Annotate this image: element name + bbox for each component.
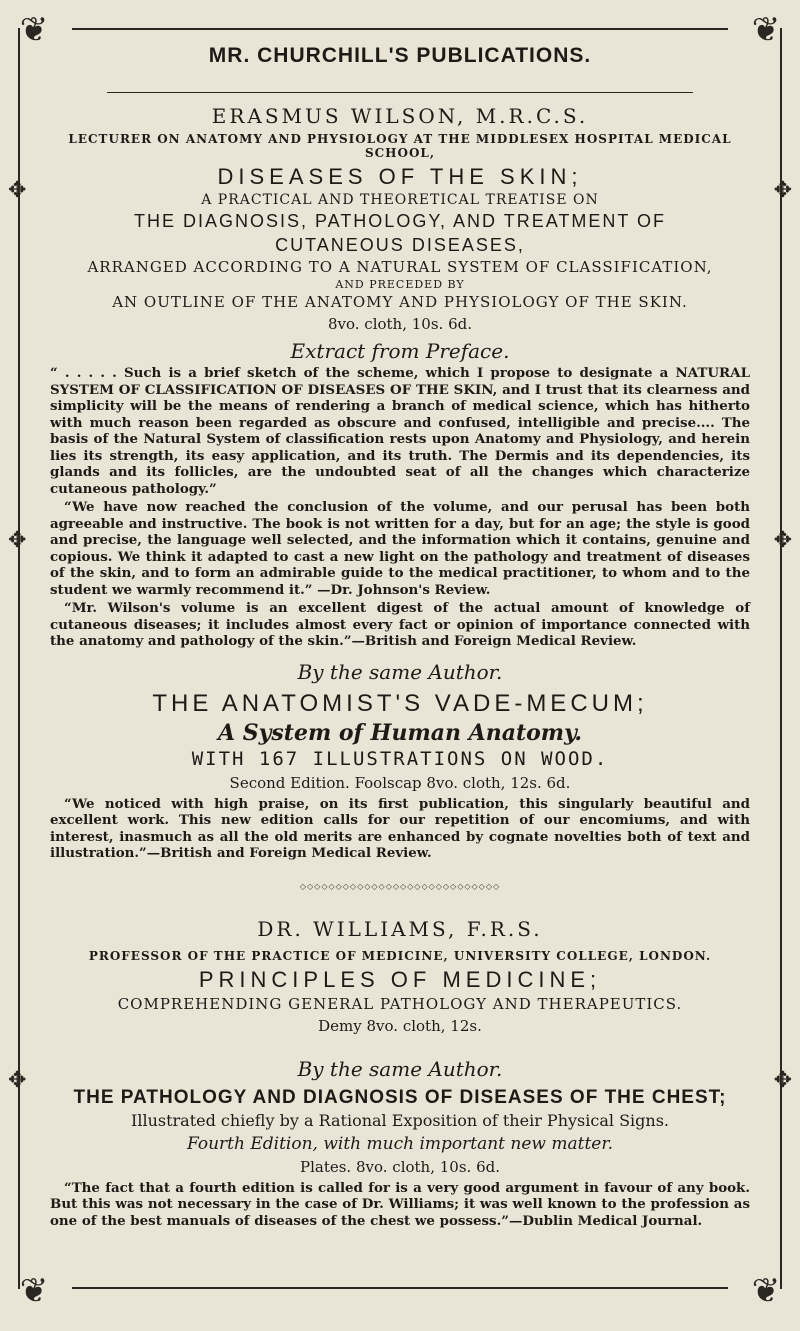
author-affiliation: PROFESSOR OF THE PRACTICE OF MEDICINE, UNIVERSITY COLLEGE, LONDON. xyxy=(88,948,712,963)
corner-ornament-icon: ❦ xyxy=(19,10,49,50)
border-right-rule xyxy=(780,28,782,1289)
book-subtitle: AN OUTLINE OF THE ANATOMY AND PHYSIOLOGY OF THE SKIN. xyxy=(112,293,688,311)
book-subtitle: ARRANGED ACCORDING TO A NATURAL SYSTEM OF CLASSIFICATION, xyxy=(87,258,713,276)
page-content xyxy=(50,30,750,1231)
book-subtitle: Illustrated chiefly by a Rational Exposition of their Physical Signs. xyxy=(131,1110,669,1130)
review-quote: “We noticed with high praise, on its first publication, this singularly beautiful and excellent work. This new edition calls for our repetition of our encomiums, and with interest, inasmuch as all the old merits are enhanced by cognate novelties both of text and illustration.”—British and Foreign Medical Review. xyxy=(50,795,750,861)
review-quote: “We have now reached the conclusion of the volume, and our perusal has been both agreeable and instructive. The book is not written for a day, but for an age; the style is good and precise, the language well selected, and the information which it contains, genuine and copious. We think it adapted to cast a new light on the pathology and treatment of diseases of the skin, and to form an admirable guide to the medical practitioner, to whom and to the student we warmly recommend it.” —Dr. Johnson's Review. xyxy=(50,499,750,598)
book-title: THE ANATOMIST'S VADE-MECUM; xyxy=(152,689,648,717)
border-bottom-rule xyxy=(72,1287,728,1289)
author-name: ERASMUS WILSON, M.R.C.S. xyxy=(211,104,589,128)
side-ornament-icon: ✥ xyxy=(773,528,792,553)
corner-ornament-icon: ❦ xyxy=(751,10,781,50)
border-left-rule xyxy=(18,28,20,1289)
corner-ornament-icon: ❦ xyxy=(751,1271,781,1311)
book-price: Demy 8vo. cloth, 12s. xyxy=(318,1016,482,1035)
corner-ornament-icon: ❦ xyxy=(19,1271,49,1311)
book-title: PRINCIPLES OF MEDICINE; xyxy=(198,966,602,992)
book-diseases-of-the-skin xyxy=(50,104,750,650)
side-ornament-icon: ✥ xyxy=(8,178,27,203)
book-title: DISEASES OF THE SKIN; xyxy=(217,164,583,189)
preface-extract: “ . . . . . Such is a brief sketch of the scheme, which I propose to designate a NATURAL SYSTEM OF CLASSIFICATION OF DISEASES OF THE SKIN, and I trust that its clearness and simplicity will be the means of rendering a branch of medical science, which has hitherto with much reason been regarded as obscure and confused, intelligible and precise.... The basis of the Natural System of classification rests upon Anatomy and Physiology, and herein lies its strength, its easy application, and its truth. The Dermis and its dependencies, its glands and its follicles, are the undoubted seat of all the changes which characterize cutaneous pathology.” xyxy=(50,365,750,497)
section-divider: ◇◇◇◇◇◇◇◇◇◇◇◇◇◇◇◇◇◇◇◇◇◇◇◇◇◇◇◇ xyxy=(299,881,501,891)
publisher-heading: MR. CHURCHILL'S PUBLICATIONS. xyxy=(208,44,592,67)
book-edition: Fourth Edition, with much important new matter. xyxy=(186,1133,614,1154)
book-diseases-of-the-chest xyxy=(50,1057,750,1230)
book-subtitle: AND PRECEDED BY xyxy=(335,278,465,291)
book-subtitle: CUTANEOUS DISEASES, xyxy=(275,235,525,255)
book-subtitle: COMPREHENDING GENERAL PATHOLOGY AND THERAPEUTICS. xyxy=(117,994,683,1013)
by-same-author: By the same Author. xyxy=(297,1056,503,1081)
book-price: 8vo. cloth, 10s. 6d. xyxy=(327,315,472,333)
book-title: THE PATHOLOGY AND DIAGNOSIS OF DISEASES OF THE CHEST; xyxy=(73,1086,727,1108)
book-anatomists-vade-mecum xyxy=(50,660,750,862)
review-quote: “Mr. Wilson's volume is an excellent digest of the actual amount of knowledge of cutaneous diseases; it includes almost every fact or opinion of importance connected with the anatomy and pathology of the skin.”—British and Foreign Medical Review. xyxy=(50,600,750,649)
side-ornament-icon: ✥ xyxy=(8,1068,27,1093)
book-edition-price: Second Edition. Foolscap 8vo. cloth, 12s. 6d. xyxy=(229,773,571,792)
review-quote: “The fact that a fourth edition is called for is a very good argument in favour of any book. But this was not necessary in the case of Dr. Williams; it was well known to the profession as one of the best manuals of diseases of the chest we possess.”—Dublin Medical Journal. xyxy=(50,1179,750,1229)
author-affiliation: LECTURER ON ANATOMY AND PHYSIOLOGY AT THE MIDDLESEX HOSPITAL MEDICAL SCHOOL, xyxy=(68,132,732,160)
side-ornament-icon: ✥ xyxy=(8,528,27,553)
side-ornament-icon: ✥ xyxy=(773,1068,792,1093)
book-subtitle: THE DIAGNOSIS, PATHOLOGY, AND TREATMENT OF xyxy=(133,211,667,231)
author-name: DR. WILLIAMS, F.R.S. xyxy=(257,916,543,941)
book-illustrations: WITH 167 ILLUSTRATIONS ON WOOD. xyxy=(191,747,609,770)
extract-heading: Extract from Preface. xyxy=(290,339,510,363)
book-subtitle: A PRACTICAL AND THEORETICAL TREATISE ON xyxy=(201,192,599,208)
book-principles-of-medicine xyxy=(50,917,750,1035)
book-price: Plates. 8vo. cloth, 10s. 6d. xyxy=(300,1157,500,1176)
book-subtitle: A System of Human Anatomy. xyxy=(218,719,582,746)
side-ornament-icon: ✥ xyxy=(773,178,792,203)
by-same-author: By the same Author. xyxy=(297,659,503,684)
